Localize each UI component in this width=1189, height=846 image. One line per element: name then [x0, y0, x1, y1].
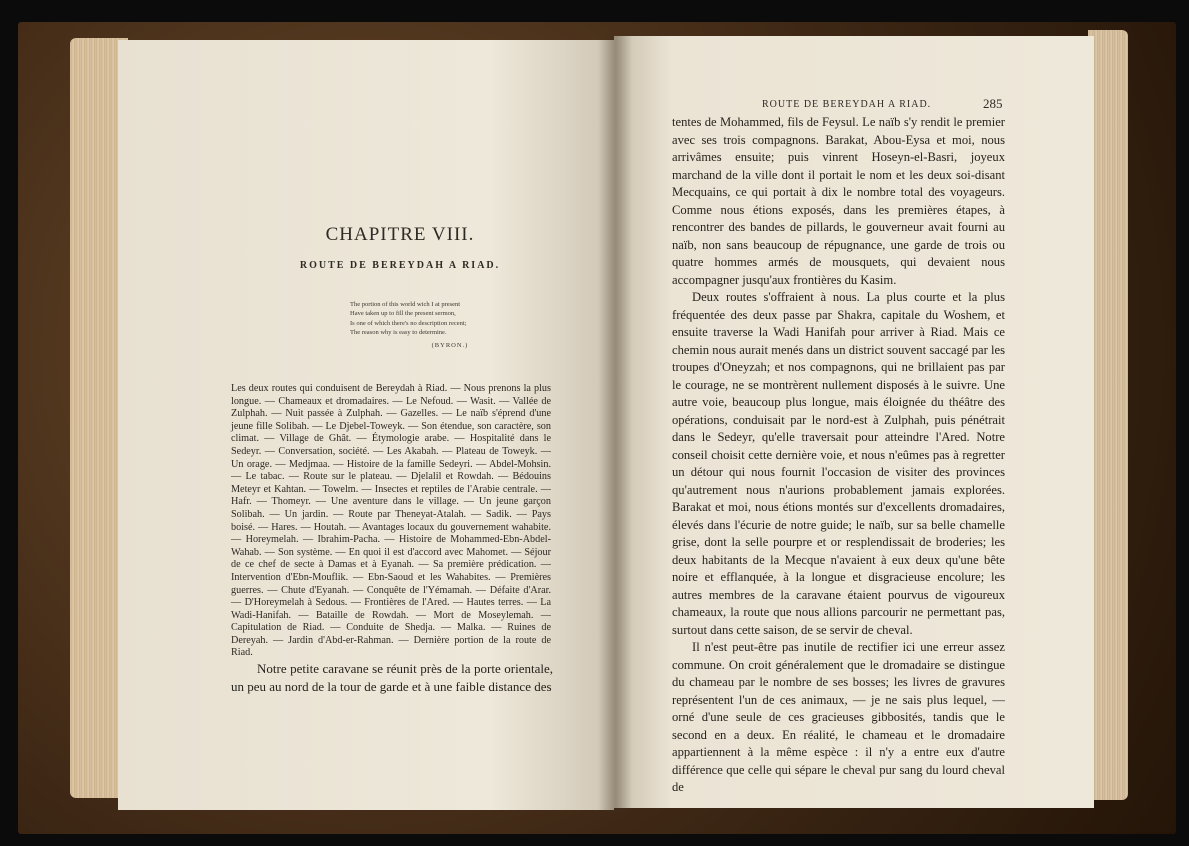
right-page-edges — [1088, 30, 1128, 800]
book-gutter — [598, 36, 632, 812]
epigraph-line: The portion of this world wich I at present — [350, 301, 461, 308]
chapter-subtitle: ROUTE DE BEREYDAH A RIAD. — [299, 260, 501, 271]
left-body-paragraph: Notre petite caravane se réunit près de la porte orientale, un peu au nord de la tour de garde et à une faible distance des — [231, 661, 553, 694]
page-number: 285 — [983, 96, 1003, 111]
epigraph-line: Have taken up to fill the present sermon, — [350, 310, 456, 318]
epigraph-line: Is one of which there's no description recent; — [350, 319, 467, 327]
body-paragraph: Deux routes s'offraient à nous. La plus courte et la plus fréquentée des deux passe par Shakra, capitale du Woshem, et ensuite traverse la Wadi Hanifah pour arriver à Riad. Mais ce chemin nous aurait menés dans un district souvent saccagé par les troupes d'Oneyzah; et nos compagnons, qui ne brillaient pas par le courage, ne se montrèrent nullement disposés à le suivre. Une autre voie, beaucoup plus longue, mais éloignée du théâtre des opérations, conduisait par le nord-est à Zulphah, puis pénétrait dans le Sedeyr, qu'elle traversait pour atteindre l'Ared. Notre conseil choisit cette dernière voie, et nous n'eûmes pas à regretter un détour qui nous fournit l'occasion de visiter des provinces qu'autrement nous n'aurions probablement jamais explorées. Barakat et moi, nous étions montés sur d'excellents dromadaires, élevés dans l'écurie de notre guide; le naïb, sur sa belle chamelle grise, dont la selle pourpre et or resplendissait de broderies; les deux habitants de la Mecque n'avaient à eux deux qu'une bête noire et efflanquée, à la longue et disgracieuse encolure; les autres membres de la caravane étaient pourvus de vigoureux chameaux, la route que nous allions parcourir ne permettant pas, surtout dans cette saison, de se servir de cheval. — [672, 290, 1005, 637]
running-head: ROUTE DE BEREYDAH A RIAD. — [762, 99, 932, 110]
epigraph-line: The reason why is easy to determine. — [350, 329, 447, 337]
epigraph-attribution: (BYRON.) — [431, 341, 469, 349]
epigraph — [350, 300, 550, 350]
chapter-title: CHAPITRE VIII. — [325, 224, 475, 245]
chapter-summary: Les deux routes qui conduisent de Bereydah à Riad. — Nous prenons la plus longue. — Chameaux et dromadaires. — Le Nefoud. — Wasit. — Vallée de Zulphah. — Nuit passée à Zulphah. — Gazelles. — Le naïb s'éprend d'une jeune fille Solibah. — Le Djebel-Toweyk. — Son étendue, son caractère, son climat. — Village de Ghât. — Étymologie arabe. — Hospitalité dans le Sedeyr. — Conversation, société. — Les Akabah. — Plateau de Toweyk. — Un orage. — Medjmaa. — Histoire de la famille Sedeyri. — Abdel-Mohsin. — Le tabac. — Route sur le plateau. — Djelalil et Rowdah. — Bédouins Meteyr et Kahtan. — Towelm. — Insectes et reptiles de l'Arabie centrale. — Hafr. — Thomeyr. — Une aventure dans le village. — Un jeune garçon Solibah. — Un jardin. — Route par Theneyat-Atalah. — Sadik. — Pays boisé. — Hares. — Houtah. — Avantages locaux du gouvernement wahabite. — Horeymelah. — Ibrahim-Pacha. — Histoire de Mohammed-Ebn-Abdel-Wahab. — Son système. — En quoi il est d'accord avec Mahomet. — Séjour de ce chef de secte à Damas et à Eyanah. — Sa première prédication. — Intervention d'Ebn-Mouflik. — Ebn-Saoud et les Wahabites. — Premières guerres. — Chute d'Eyanah. — Conquête de l'Yémamah. — Défaite d'Arar. — D'Horeymelah à Sedous. — Frontières de l'Ared. — Hautes terres. — La Wadi-Hanifah. — Bataille de Rowdah. — Mort de Moseylemah. — Capitulation de Riad. — Conduite de Shedja. — Malka. — Ruines de Dereyah. — Jardin d'Abd-er-Rahman. — Dernière portion de la route de Riad. — [231, 383, 551, 659]
body-paragraph: tentes de Mohammed, fils de Feysul. Le naïb s'y rendit le premier avec ses trois compagnons. Barakat, Abou-Eysa et moi, nous arrivâmes ensuite; puis vinrent Hoseyn-el-Basri, joyeux marchand de la ville dont il portait le nom et les deux soi-disant Mecquains, ce qui portait à dix le nombre total des voyageurs. Comme nous étions exposés, dans les premières étapes, à rencontrer des bandes de pillards, le gouverneur avait fourni au naïb, non sans beaucoup de répugnance, une garde de trois ou quatre hommes armés de mousquets, qui devaient nous accompagner jusqu'aux frontières du Kasim. — [672, 115, 1005, 287]
right-page-body — [672, 114, 1005, 797]
body-paragraph: Il n'est peut-être pas inutile de rectifier ici une erreur assez commune. On croit généralement que le dromadaire se distingue du chameau par le nombre de ses bosses; les livres de gravures représentent l'un de ces animaux, — je ne sais plus lequel, — orné d'une seule de ces gracieuses gibbosités, tandis que le second en a deux. En réalité, le chameau et le dromadaire appartiennent à la même espèce : il n'y a entre eux d'autre différence que celle qui sépare le cheval pur sang du lourd cheval de — [672, 640, 1005, 794]
